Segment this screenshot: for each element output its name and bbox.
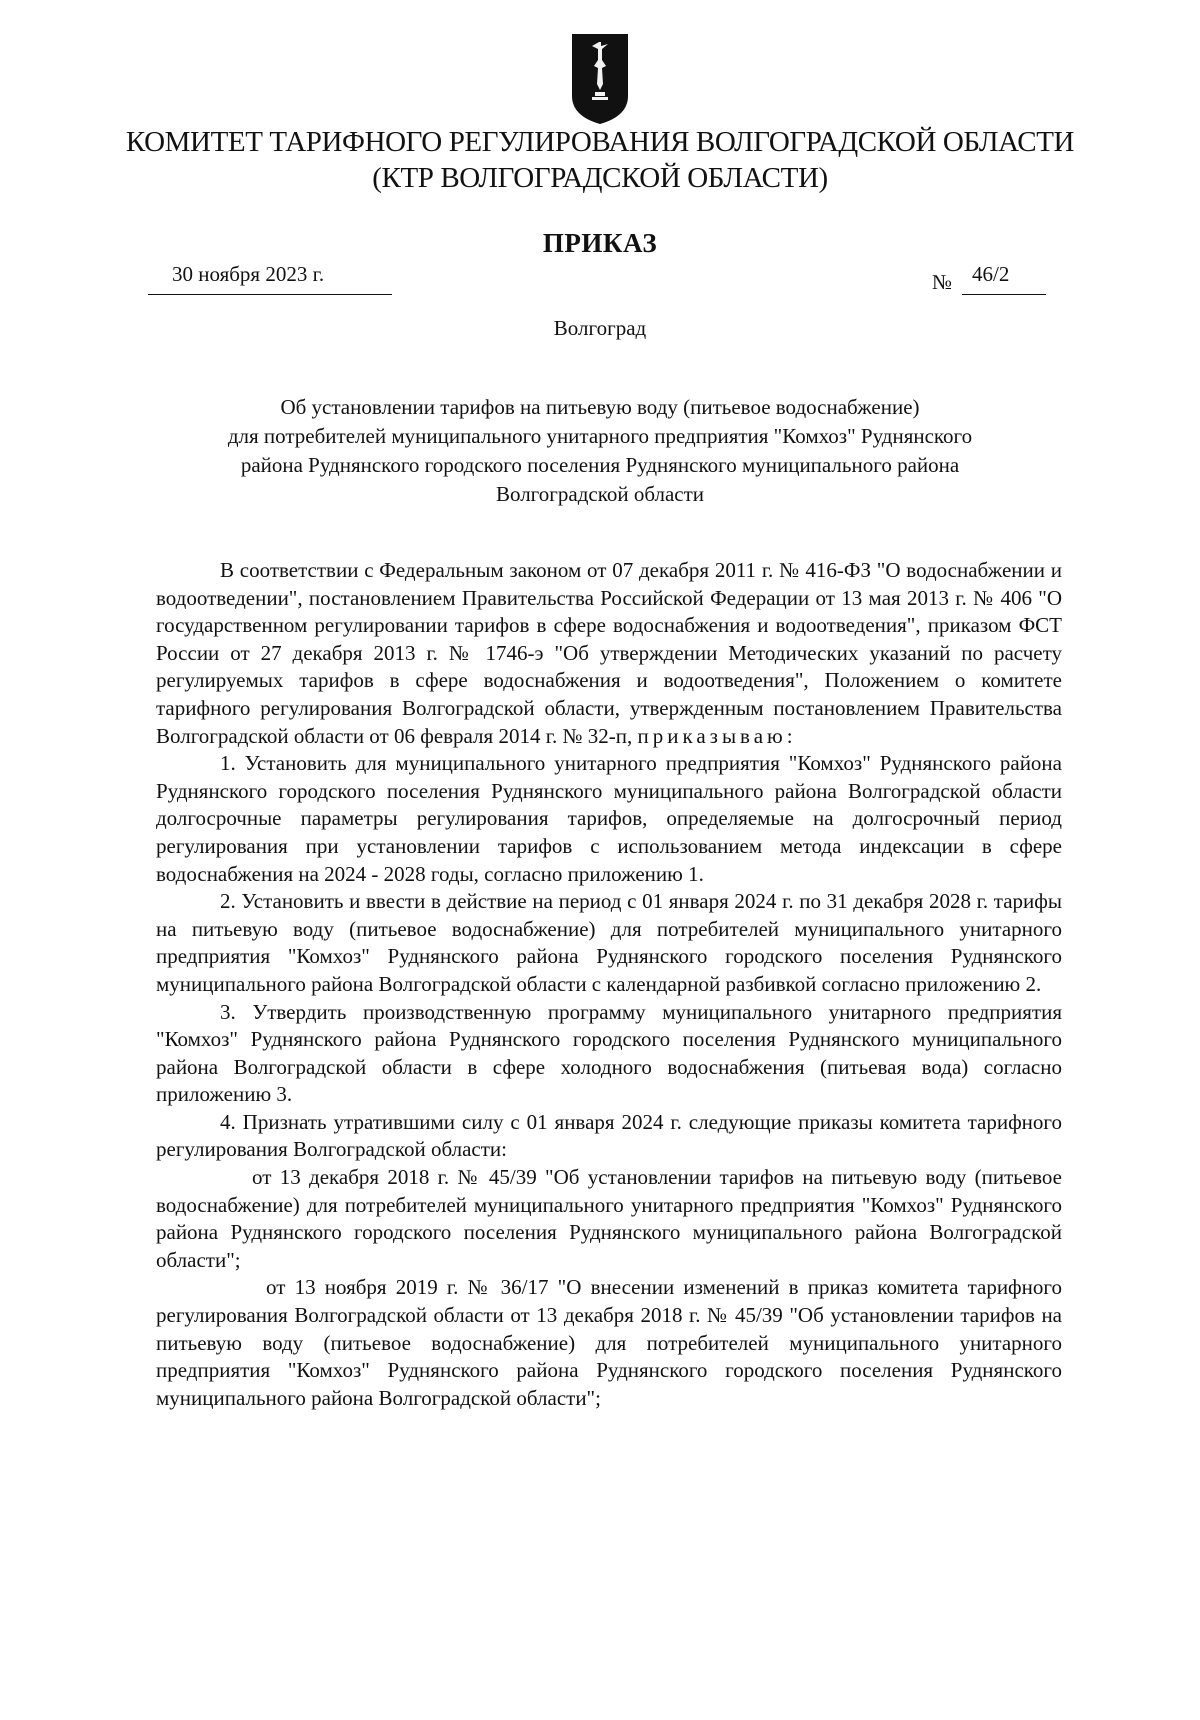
item-3-paragraph: 3. Утвердить производственную программу муниципального унитарного предприятия "Комхоз" Руднянского района Руднянского городского поселения Руднянского муниципального района Волгоградской области в сфере холодного водоснабжения (питьевая вода) согласно приложению 3. [156, 999, 1062, 1107]
decree-word: приказываю: [637, 723, 797, 748]
document-type-title: ПРИКАЗ [542, 228, 658, 258]
preamble-paragraph [156, 557, 1062, 750]
subject-line: района Руднянского городского поселения Руднянского муниципального района [240, 453, 960, 477]
subject-line: для потребителей муниципального унитарного предприятия "Комхоз" Руднянского [227, 424, 973, 448]
item-4-paragraph: 4. Признать утратившими силу с 01 января 2024 г. следующие приказы комитета тарифного регулирования Волгоградской области: [156, 1109, 1062, 1162]
document-date: 30 ноября 2023 г. [172, 262, 325, 286]
number-sign: № [932, 270, 953, 294]
date-field [148, 262, 392, 295]
subject-line: Волгоградской области [495, 482, 705, 506]
document-number: 46/2 [972, 262, 1010, 286]
number-field [962, 262, 1046, 295]
item-1-paragraph: 1. Установить для муниципального унитарного предприятия "Комхоз" Руднянского района Руднянского городского поселения Руднянского муниципального района Волгоградской области долгосрочные параметры регулирования тарифов, определяемые на долгосрочный период регулирования при установлении тарифов с использованием метода индексации в сфере водоснабжения на 2024 - 2028 годы, согласно приложению 1. [156, 751, 1062, 886]
subject-line: Об установлении тарифов на питьевую воду (питьевое водоснабжение) [280, 395, 920, 419]
org-name: КОМИТЕТ ТАРИФНОГО РЕГУЛИРОВАНИЯ ВОЛГОГРАДСКОЙ ОБЛАСТИ [125, 126, 1075, 158]
item-2-paragraph: 2. Установить и ввести в действие на период с 01 января 2024 г. по 31 декабря 2028 г. тарифы на питьевую воду (питьевое водоснабжение) для потребителей муниципального унитарного предприятия "Комхоз" Руднянского района Руднянского городского поселения Руднянского муниципального района Волгоградской области с календарной разбивкой согласно приложению 2. [156, 889, 1062, 996]
repealed-order-1: от 13 декабря 2018 г. № 45/39 "Об установлении тарифов на питьевую воду (питьевое водоснабжение) для потребителей муниципального унитарного предприятия "Комхоз" Руднянского района Руднянского городского поселения Руднянского муниципального района Волгоградской области"; [156, 1165, 1062, 1272]
city-name: Волгоград [553, 316, 647, 340]
order-subject [150, 393, 1050, 509]
org-short-name: (КТР ВОЛГОГРАДСКОЙ ОБЛАСТИ) [372, 162, 828, 194]
preamble-text: В соответствии с Федеральным законом от 07 декабря 2011 г. № 416-ФЗ "О водоснабжении и водоотведении", постановлением Правительства Российской Федерации от 13 мая 2013 г. № 406 "О государственном регулировании тарифов в сфере водоснабжения и водоотведения", приказом ФСТ России от 27 декабря 2013 г. № 1746-э "Об утверждении Методических указаний по расчету регулируемых тарифов в сфере водоснабжения и водоотведения", Положением о комитете тарифного регулирования Волгоградской области, утвержденным постановлением Правительства Волгоградской области от 06 февраля 2014 г. № 32-п, [156, 558, 1062, 748]
coat-of-arms-icon [568, 30, 632, 126]
repealed-order-2: от 13 ноября 2019 г. № 36/17 "О внесении изменений в приказ комитета тарифного регулирования Волгоградской области от 13 декабря 2018 г. № 45/39 "Об установлении тарифов на питьевую воду (питьевое водоснабжение) для потребителей муниципального унитарного предприятия "Комхоз" Руднянского района Руднянского городского поселения Руднянского муниципального района Волгоградской области"; [156, 1275, 1062, 1410]
order-body [156, 557, 1062, 1412]
